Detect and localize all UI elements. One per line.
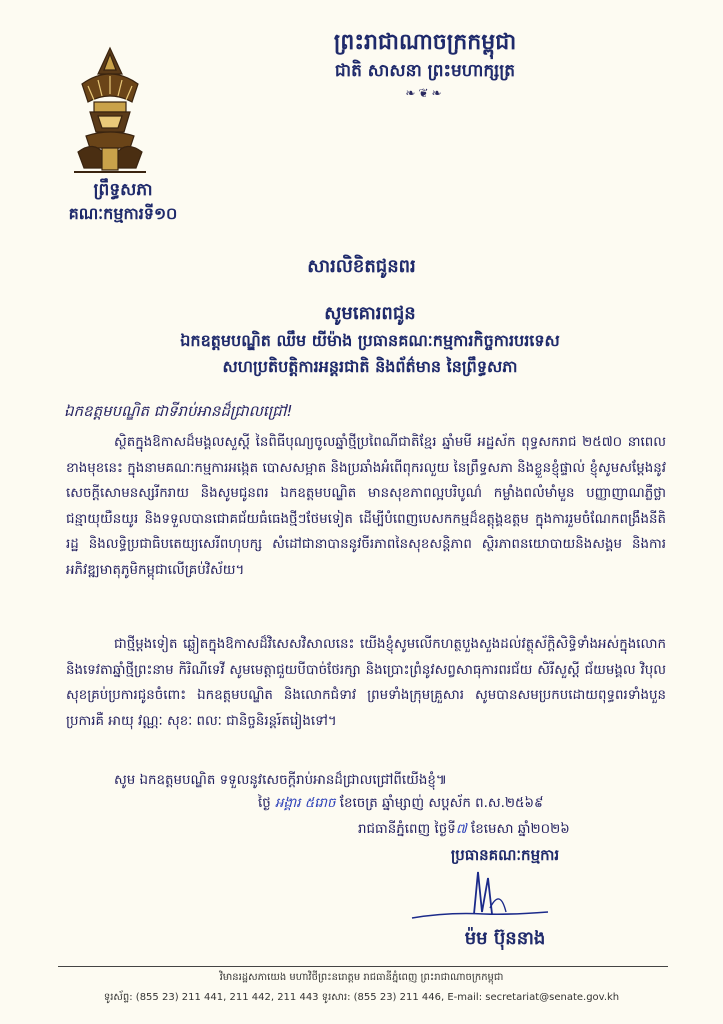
paragraph-3 — [66, 768, 666, 794]
solar-date-day: ៧ — [455, 822, 467, 837]
solar-date — [358, 820, 570, 840]
lunar-date-suffix: ខែចេត្រ ឆ្នាំម្សាញ់ សប្តស័ក ព.ស.២៥៦៩ — [339, 796, 544, 811]
commission-name: គណៈកម្មការទី១០ — [68, 204, 178, 223]
recipient-greeting: សូមគោរពជូន — [324, 303, 416, 324]
paragraph-3-text: សូម ឯកឧត្តមបណ្ឌិត ទទួលនូវសេចក្តីរាប់អានដ៏ជ្រាលជ្រៅពីយើងខ្ញុំ៕ — [114, 773, 447, 788]
salutation: ឯកឧត្តមបណ្ឌិត ជាទីរាប់អានដ៏ជ្រាលជ្រៅ! — [64, 402, 293, 420]
signatory-title: ប្រធានគណៈកម្មការ — [450, 846, 560, 864]
paragraph-1 — [66, 430, 666, 584]
document-title: សារលិខិតជូនពរ — [307, 256, 416, 277]
footer-address: វិមានរដ្ឋសភាយេង មហាវិថីព្រះនរោត្តម រាជធានីភ្នំពេញ ព្រះរាជាណាចក្រកម្ពុជា — [219, 972, 504, 983]
lunar-date-handwritten: អង្គារ ៥រោច — [275, 796, 336, 811]
paragraph-2 — [66, 632, 666, 734]
kingdom-header — [250, 28, 600, 100]
recipient-name-line: ឯកឧត្តមបណ្ឌិត ឈឹម យីម៉ាង ប្រធានគណៈកម្មការកិច្ចការបរទេស — [180, 331, 560, 350]
senate-emblem-icon — [64, 44, 156, 176]
issuer-block — [58, 178, 188, 226]
lunar-date — [258, 794, 543, 814]
paragraph-1-text: ស្ថិតក្នុងឱកាសដ៏មង្គលសួស្តី នៃពិធីបុណ្យចូលឆ្នាំថ្មីប្រពៃណីជាតិខ្មែរ ឆ្នាំមមី អដ្ឋស័ក ពុទ្ធសករាជ ២៥៧០ នាពេលខាងមុខនេះ ក្នុងនាមគណៈកម្មការអង្កេត បោសសម្អាត និងប្រឆាំងអំពើពុករលួយ នៃព្រឹទ្ធសភា និងខ្លួនខ្ញុំផ្ទាល់ ខ្ញុំសូមសម្តែងនូវសេចក្តីសោមនស្សរីករាយ និងសូមជូនពរ ឯកឧត្តមបណ្ឌិត មានសុខភាពល្អបរិបូណ៌ កម្លាំងពលំមាំមួន បញ្ញាញាណភ្លឺថ្លា ជន្មាយុយឺនយូរ និងទទួលបានជោគជ័យធំធេងថ្មីៗថែមទៀត ដើម្បីបំពេញបេសកកម្មដ៏ឧត្តុង្គឧត្តម ក្នុងការរួមចំណែកពង្រឹងនីតិរដ្ឋ និងលទ្ធិប្រជាធិបតេយ្យសេរីពហុបក្ស សំដៅជានាបាននូវចីរភាពនៃសុខសន្តិភាព ស្ថិរភាពនយោបាយនិងសង្គម និងការអភិវឌ្ឍមាតុភូមិកម្ពុជាលើគ្រប់វិស័យ។ — [66, 435, 666, 578]
solar-date-prefix: រាជធានីភ្នំពេញ ថ្ងៃទី — [358, 822, 456, 837]
recipient-block — [60, 300, 680, 380]
footer-contact: ទូរស័ព្ទ: (855 23) 211 441, 211 442, 211 443 ទូរសារ: (855 23) 211 446, E-mail: secretariat@senate.gov.kh — [103, 992, 620, 1003]
kingdom-name: ព្រះរាជាណាចក្រកម្ពុជា — [333, 30, 517, 55]
footer-divider — [58, 966, 668, 967]
recipient-org-line: សហប្រតិបត្តិការអន្តរជាតិ និងព័ត៌មាន នៃព្រឹទ្ធសភា — [222, 357, 518, 376]
institution-name: ព្រឹទ្ធសភា — [93, 180, 153, 200]
lunar-date-prefix: ថ្ងៃ — [258, 796, 271, 811]
paragraph-2-text: ជាថ្មីម្តងទៀត ឆ្លៀតក្នុងឱកាសដ៏វិសេសវិសាលនេះ យើងខ្ញុំសូមលើកហត្ថបួងសួងដល់វត្ថុស័ក្តិសិទ្ធិទាំងអស់ក្នុងលោក និងទេវតាឆ្នាំថ្មីព្រះនាម កិរិណីទេវី សូមមេត្តាជួយបីបាច់ថែរក្សា និងប្រោះព្រំនូវសព្វសាធុការពរជ័យ សិរីសួស្តី ជ័យមង្គល វិបុលសុខគ្រប់ប្រការជូនចំពោះ ឯកឧត្តមបណ្ឌិត និងលោកជំទាវ ព្រមទាំងក្រុមគ្រួសារ សូមបានសមប្រកបដោយពុទ្ធពរទាំងបួនប្រការគឺ អាយុ វណ្ណៈ សុខៈ ពលៈ ជានិច្ចនិរន្តរ៍តរៀងទៅ។ — [66, 637, 666, 729]
signatory-name: ម៉ម ប៊ុននាង — [464, 928, 546, 949]
handwritten-signature — [408, 868, 558, 928]
national-motto: ជាតិ សាសនា ព្រះមហាក្សត្រ — [334, 61, 516, 81]
solar-date-suffix: ខែមេសា ឆ្នាំ២០២៦ — [471, 822, 570, 837]
ornament-divider: ❧❦❧ — [405, 86, 445, 100]
